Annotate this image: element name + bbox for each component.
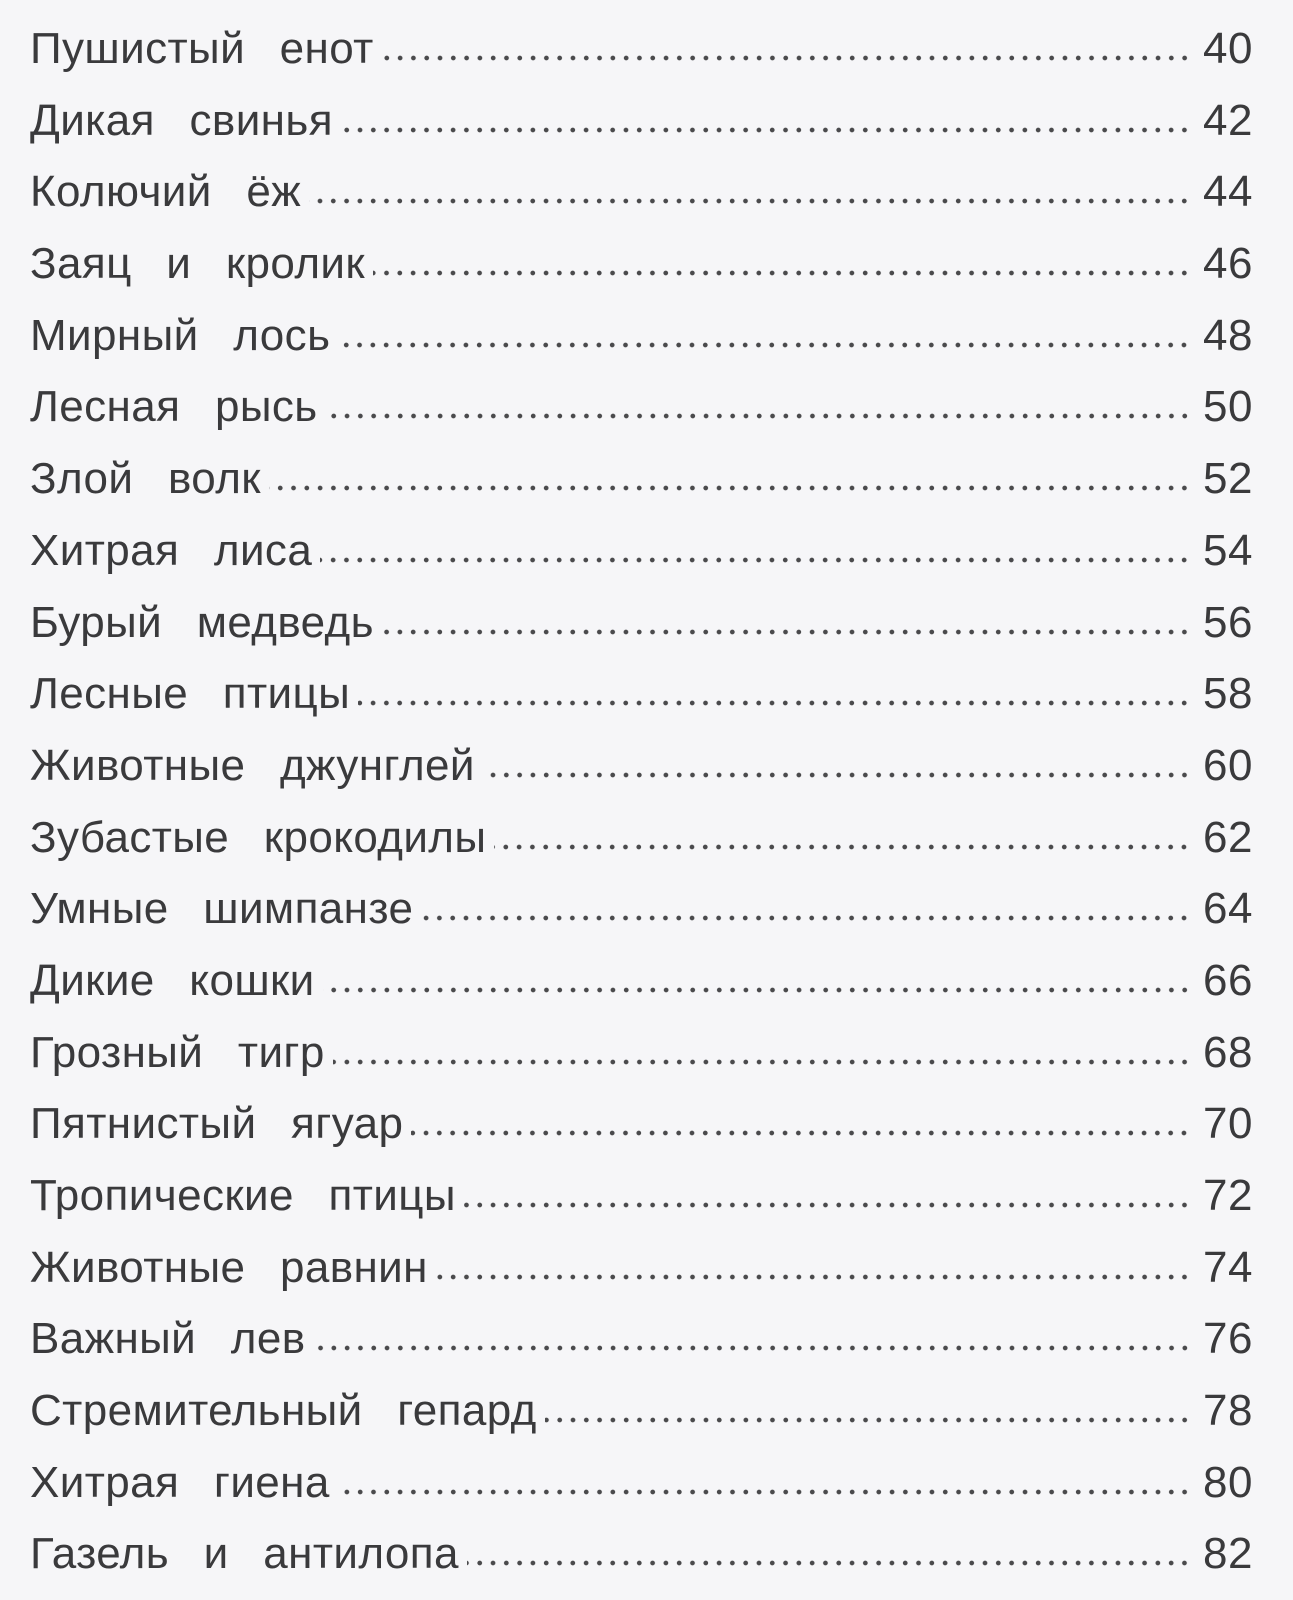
toc-entry-title: Животные джунглей bbox=[30, 740, 475, 790]
toc-entry-title: Пушистый енот bbox=[30, 24, 374, 73]
dot-leader bbox=[373, 269, 1191, 277]
toc-entry[interactable] bbox=[30, 1518, 1253, 1590]
dot-leader bbox=[382, 54, 1191, 62]
toc-entry-title: Злой волк bbox=[30, 454, 261, 504]
toc-entry[interactable] bbox=[30, 515, 1253, 587]
dot-leader bbox=[382, 628, 1191, 636]
toc-entry-title: Колючий ёж bbox=[30, 167, 302, 217]
toc-entry[interactable] bbox=[30, 13, 1253, 85]
toc-entry[interactable] bbox=[30, 1232, 1253, 1304]
toc-entry-page: 48 bbox=[1203, 310, 1253, 360]
dot-leader bbox=[269, 484, 1191, 492]
toc-entry-page: 54 bbox=[1203, 525, 1253, 575]
toc-entry-page: 68 bbox=[1203, 1027, 1253, 1077]
toc-entry[interactable] bbox=[30, 1160, 1253, 1232]
table-of-contents bbox=[30, 13, 1253, 1590]
dot-leader bbox=[483, 771, 1191, 779]
toc-entry-title: Заяц и кролик bbox=[30, 239, 366, 289]
toc-entry-page: 60 bbox=[1203, 740, 1253, 790]
dot-leader bbox=[326, 412, 1191, 420]
toc-entry[interactable] bbox=[30, 873, 1253, 945]
dot-leader bbox=[338, 1488, 1191, 1496]
dot-leader bbox=[358, 699, 1191, 707]
toc-entry-title: Хитрая гиена bbox=[30, 1457, 330, 1507]
toc-entry[interactable] bbox=[30, 1017, 1253, 1089]
toc-entry[interactable] bbox=[30, 300, 1253, 372]
toc-entry-page: 62 bbox=[1203, 812, 1253, 862]
toc-entry[interactable] bbox=[30, 658, 1253, 730]
dot-leader bbox=[341, 126, 1191, 134]
toc-entry-page: 78 bbox=[1203, 1386, 1253, 1436]
toc-entry-page: 70 bbox=[1203, 1099, 1253, 1149]
toc-entry[interactable] bbox=[30, 156, 1253, 228]
toc-entry-title: Животные равнин bbox=[30, 1242, 428, 1292]
toc-entry[interactable] bbox=[30, 1088, 1253, 1160]
toc-entry-page: 40 bbox=[1203, 24, 1253, 73]
toc-entry-page: 74 bbox=[1203, 1242, 1253, 1292]
dot-leader bbox=[494, 843, 1191, 851]
toc-entry[interactable] bbox=[30, 802, 1253, 874]
toc-entry-title: Лесные птицы bbox=[30, 669, 351, 719]
toc-entry-title: Газель и антилопа bbox=[30, 1529, 459, 1579]
toc-entry-title: Дикая свинья bbox=[30, 95, 333, 145]
toc-entry-title: Дикие кошки bbox=[30, 955, 315, 1005]
toc-entry-page: 58 bbox=[1203, 669, 1253, 719]
dot-leader bbox=[314, 1344, 1192, 1352]
toc-entry-title: Важный лев bbox=[30, 1314, 306, 1364]
toc-entry-title: Стремительный гепард bbox=[30, 1386, 537, 1436]
toc-entry-page: 82 bbox=[1203, 1529, 1253, 1579]
toc-entry-title: Лесная рысь bbox=[30, 382, 318, 432]
toc-entry-page: 46 bbox=[1203, 239, 1253, 289]
dot-leader bbox=[338, 341, 1191, 349]
toc-entry-page: 50 bbox=[1203, 382, 1253, 432]
toc-entry-title: Зубастые крокодилы bbox=[30, 812, 487, 862]
toc-entry[interactable] bbox=[30, 730, 1253, 802]
toc-entry-title: Бурый медведь bbox=[30, 597, 374, 647]
dot-leader bbox=[411, 1129, 1191, 1137]
toc-entry[interactable] bbox=[30, 1447, 1253, 1519]
toc-entry-page: 76 bbox=[1203, 1314, 1253, 1364]
toc-entry-title: Хитрая лиса bbox=[30, 525, 313, 575]
toc-entry[interactable] bbox=[30, 587, 1253, 659]
toc-entry-title: Умные шимпанзе bbox=[30, 884, 414, 934]
toc-entry[interactable] bbox=[30, 1375, 1253, 1447]
dot-leader bbox=[545, 1416, 1191, 1424]
toc-entry[interactable] bbox=[30, 1303, 1253, 1375]
dot-leader bbox=[436, 1273, 1191, 1281]
toc-entry-title: Мирный лось bbox=[30, 310, 331, 360]
dot-leader bbox=[309, 197, 1191, 205]
toc-entry[interactable] bbox=[30, 443, 1253, 515]
toc-entry-title: Грозный тигр bbox=[30, 1027, 325, 1077]
toc-entry[interactable] bbox=[30, 945, 1253, 1017]
toc-entry-page: 44 bbox=[1203, 167, 1253, 217]
toc-entry-page: 42 bbox=[1203, 95, 1253, 145]
toc-entry-title: Тропические птицы bbox=[30, 1171, 456, 1220]
toc-entry[interactable] bbox=[30, 228, 1253, 300]
toc-entry-page: 64 bbox=[1203, 884, 1253, 934]
toc-entry-page: 52 bbox=[1203, 454, 1253, 504]
dot-leader bbox=[421, 914, 1191, 922]
dot-leader bbox=[464, 1201, 1191, 1209]
toc-entry[interactable] bbox=[30, 371, 1253, 443]
dot-leader bbox=[333, 1058, 1191, 1066]
dot-leader bbox=[320, 556, 1191, 564]
dot-leader bbox=[467, 1559, 1191, 1567]
toc-entry-page: 56 bbox=[1203, 597, 1253, 647]
toc-entry[interactable] bbox=[30, 85, 1253, 157]
toc-entry-page: 80 bbox=[1203, 1457, 1253, 1507]
dot-leader bbox=[323, 986, 1191, 994]
toc-entry-page: 66 bbox=[1203, 955, 1253, 1005]
toc-entry-page: 72 bbox=[1203, 1171, 1253, 1220]
toc-entry-title: Пятнистый ягуар bbox=[30, 1099, 404, 1149]
